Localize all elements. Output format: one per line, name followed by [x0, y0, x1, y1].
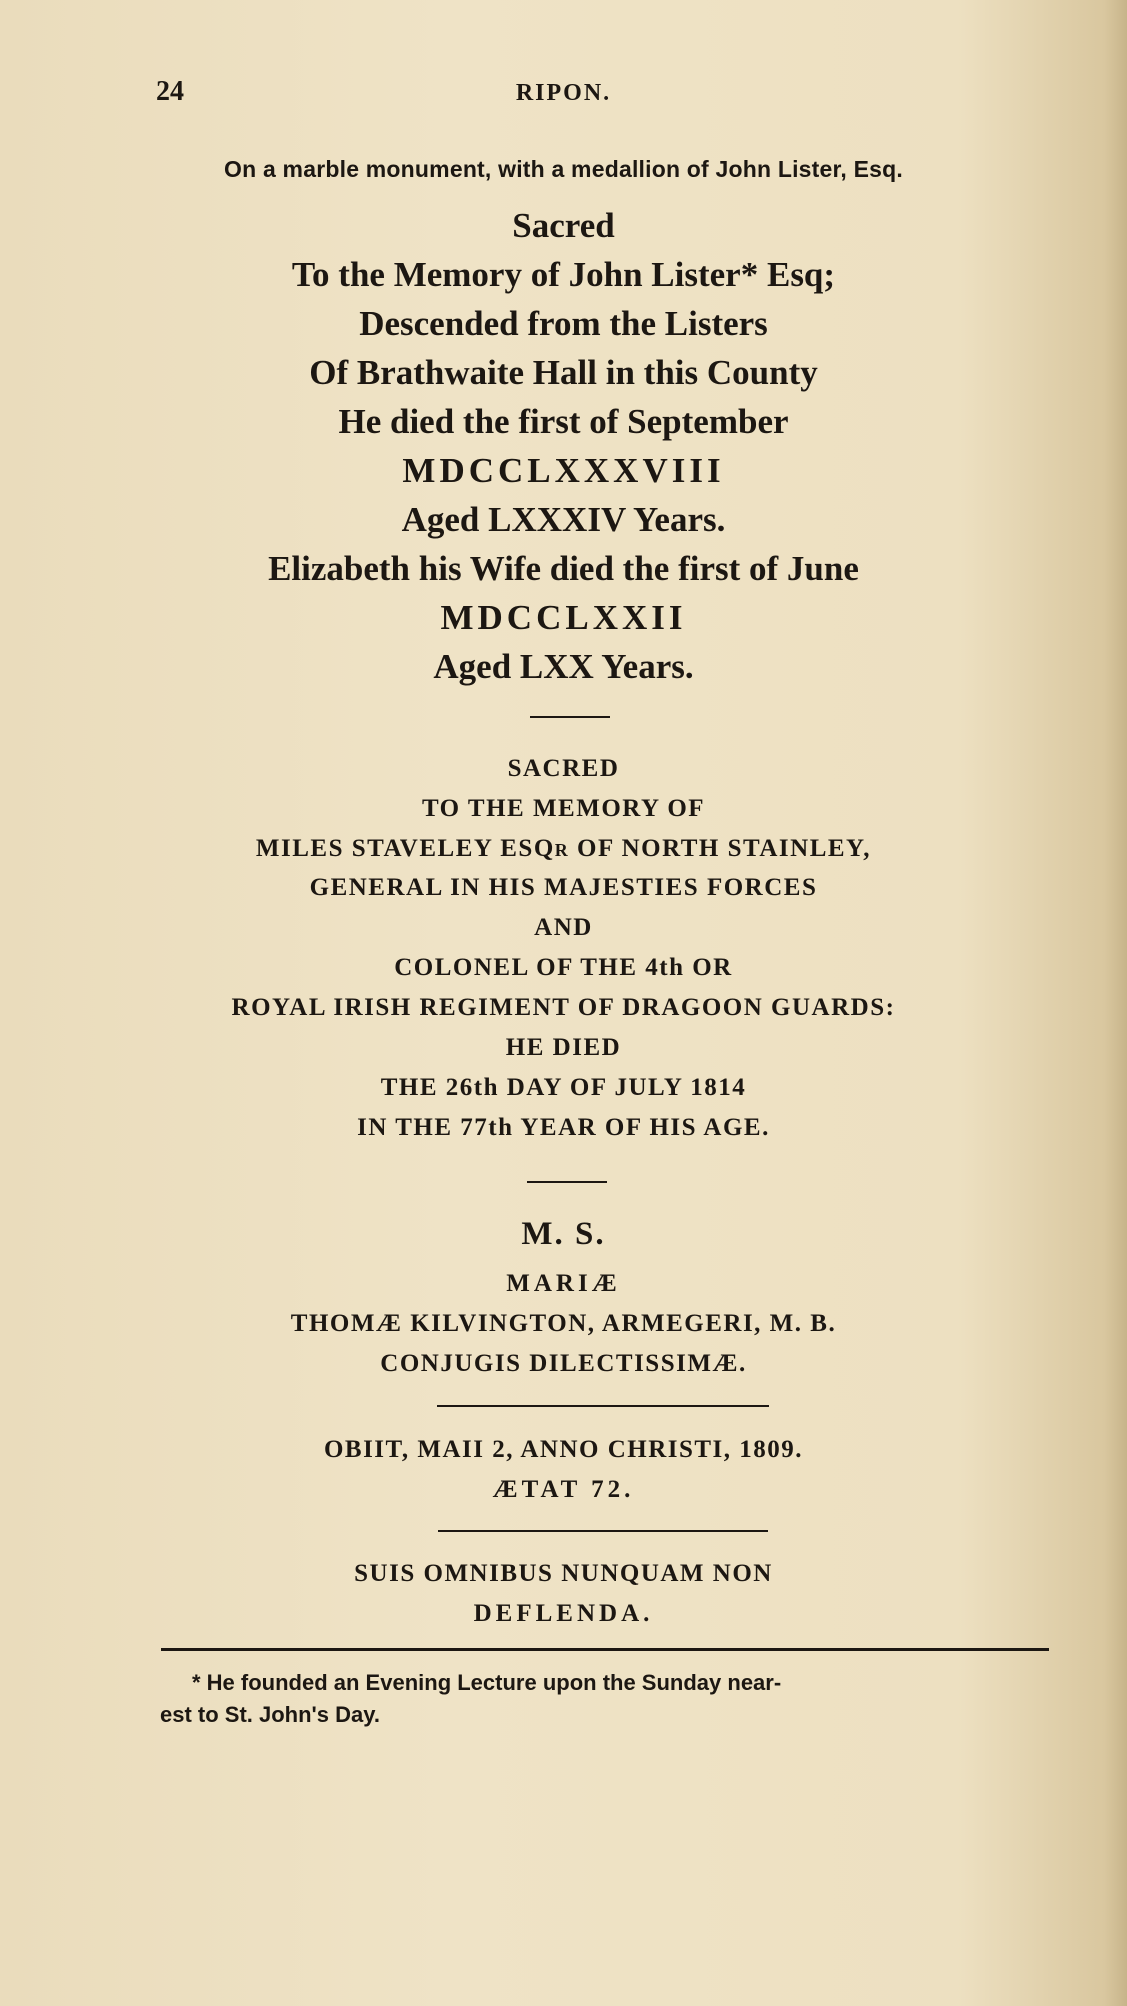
staveley-line-2: TO THE MEMORY OF — [421, 795, 706, 822]
section-divider-1 — [530, 716, 610, 718]
footnote-rule — [161, 1648, 1049, 1651]
footnote-line-2: est to St. John's Day. — [160, 1702, 380, 1727]
kilvington-line-4: OBIIT, MAII 2, ANNO CHRISTI, 1809. — [323, 1436, 804, 1463]
staveley-line-6: COLONEL OF THE 4th OR — [394, 954, 733, 981]
lister-line-3: Descended from the Listers — [359, 304, 768, 343]
lister-line-8: Elizabeth his Wife died the first of June — [268, 549, 859, 588]
staveley-line-5: AND — [534, 914, 593, 941]
staveley-line-3-sup: R — [554, 840, 570, 860]
lister-line-9: MDCCLXXII — [440, 598, 687, 637]
running-title: RIPON. — [515, 80, 612, 106]
staveley-line-3-a: MILES STAVELEY ESQ — [255, 835, 555, 862]
section-divider-2 — [527, 1181, 607, 1183]
staveley-line-8: HE DIED — [505, 1034, 622, 1061]
staveley-line-3 — [0, 835, 1127, 863]
lister-line-4: Of Brathwaite Hall in this County — [309, 353, 818, 392]
section-divider-4 — [438, 1530, 768, 1532]
kilvington-line-7: DEFLENDA. — [473, 1600, 654, 1627]
kilvington-line-5: ÆTAT 72. — [492, 1476, 635, 1503]
staveley-line-4: GENERAL IN HIS MAJESTIES FORCES — [309, 874, 818, 901]
lister-line-2: To the Memory of John Lister* Esq; — [291, 255, 836, 294]
kilvington-ms: M. S. — [521, 1216, 606, 1252]
staveley-line-7: ROYAL IRISH REGIMENT OF DRAGOON GUARDS: — [231, 994, 896, 1021]
kilvington-line-1: MARIÆ — [506, 1270, 621, 1297]
kilvington-line-3: CONJUGIS DILECTISSIMÆ. — [380, 1350, 747, 1377]
lister-line-10: Aged LXX Years. — [433, 647, 694, 686]
lister-line-5: He died the first of September — [338, 402, 789, 441]
lister-line-1: Sacred — [512, 206, 615, 245]
page-number: 24 — [156, 76, 184, 107]
staveley-line-10: IN THE 77th YEAR OF HIS AGE. — [357, 1114, 770, 1141]
lister-line-6: MDCCLXXXVIII — [402, 451, 725, 490]
page-header — [0, 76, 1127, 116]
lister-line-7: Aged LXXXIV Years. — [401, 500, 726, 539]
staveley-line-3-b: OF NORTH STAINLEY, — [569, 835, 872, 862]
monument-intro: On a marble monument, with a medallion of John Lister, Esq. — [224, 156, 903, 182]
footnote-line-1: * He founded an Evening Lecture upon the Sunday near- — [192, 1670, 782, 1695]
kilvington-line-6: SUIS OMNIBUS NUNQUAM NON — [354, 1560, 773, 1587]
staveley-line-9: THE 26th DAY OF JULY 1814 — [380, 1074, 747, 1101]
staveley-line-1: SACRED — [507, 755, 620, 782]
kilvington-line-2: THOMÆ KILVINGTON, ARMEGERI, M. B. — [290, 1310, 837, 1337]
section-divider-3 — [437, 1405, 769, 1407]
